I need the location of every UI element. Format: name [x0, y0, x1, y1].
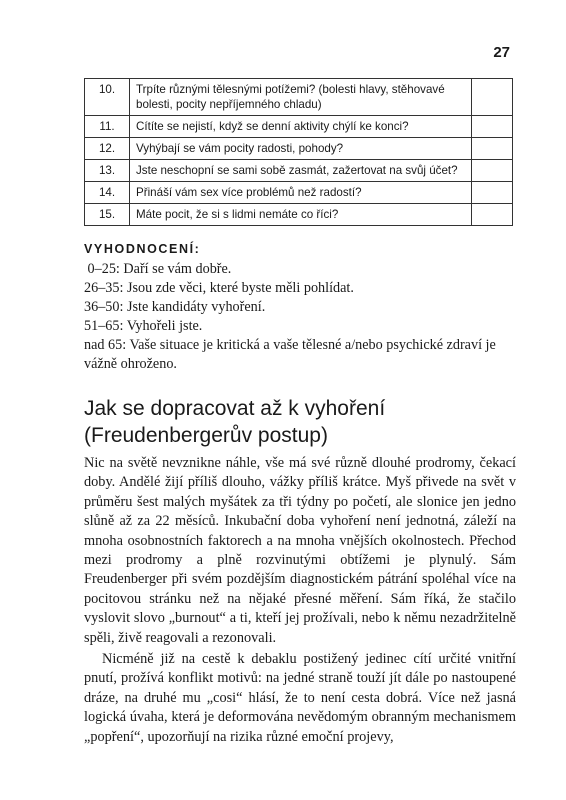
paragraph: Nicméně již na cestě k debaklu postižený jedinec cítí určité vnitřní pnutí, prožívá konflikt motivů: na jedné straně touží jít dále po nastoupené dráze, na druhé mu „cosi“ hlásí, že to není cesta dobrá. Více než jasná logická úvaha, která je deformována nevědomým obranným mechanismem „popření“, upozorňují na rizika různé emoční projevy,	[84, 651, 516, 745]
table-row	[85, 79, 513, 116]
question-number: 13.	[85, 160, 130, 182]
question-number: 10.	[85, 79, 130, 116]
question-number: 15.	[85, 204, 130, 226]
question-text: Jste neschopní se sami sobě zasmát, zažertovat na svůj účet?	[130, 160, 472, 182]
evaluation-section	[84, 240, 516, 374]
answer-cell	[472, 182, 513, 204]
answer-cell	[472, 138, 513, 160]
questionnaire-table	[84, 78, 513, 226]
question-number: 11.	[85, 116, 130, 138]
section-heading-line1: Jak se dopracovat až k vyhoření	[84, 397, 386, 420]
question-text: Máte pocit, že si s lidmi nemáte co říci?	[130, 204, 472, 226]
evaluation-row: 0–25: Daří se vám dobře.	[84, 261, 232, 277]
question-number: 12.	[85, 138, 130, 160]
table-row	[85, 204, 513, 226]
evaluation-row: 36–50: Jste kandidáty vyhoření.	[84, 299, 266, 315]
evaluation-row: 26–35: Jsou zde věci, které byste měli pohlídat.	[84, 280, 354, 296]
section-heading-line2: (Freudenbergerův postup)	[84, 424, 328, 447]
question-number: 14.	[85, 182, 130, 204]
answer-cell	[472, 116, 513, 138]
body-text	[84, 454, 516, 747]
evaluation-row: nad 65: Vaše situace je kritická a vaše tělesné a/nebo psychické zdraví je vážně ohroženo.	[84, 337, 496, 372]
question-text: Vyhýbají se vám pocity radosti, pohody?	[130, 138, 472, 160]
question-text: Cítíte se nejistí, když se denní aktivity chýlí ke konci?	[130, 116, 472, 138]
table-row	[85, 116, 513, 138]
table-row	[85, 160, 513, 182]
evaluation-title: VYHODNOCENÍ:	[84, 242, 201, 256]
answer-cell	[472, 160, 513, 182]
answer-cell	[472, 204, 513, 226]
table-row	[85, 182, 513, 204]
question-text: Trpíte různými tělesnými potížemi? (bolesti hlavy, stěhovavé bolesti, pocity nepříjemného chladu)	[130, 79, 472, 116]
paragraph: Nic na světě nevznikne náhle, vše má své různě dlouhé prodromy, čekací doby. Andělé žijí příliš dlouho, vážky příliš krátce. Myš přivede na svět v průměru šest malých myšátek za tři týdny po početí, ale slonice jen jedno slůně až za 22 měsíců. Inkubační doba vyhoření není jednotná, záleží na mnoha osobnostních faktorech a na mnoha vnějších okolnostech. Přechod mezi prodromy a plně rozvinutými obtížemi je plynulý. Sám Freudenberger při svém pozdějším diagnostickém pátrání spoléhal více na pocitovou stránku než na nějaké přesné měření. Sám říká, že stačilo vyslovit slovo „burnout“ a ti, kteří jej prožívali, nebo k němu nezadržitelně spěli, živě reagovali a rezonovali.	[84, 455, 516, 646]
question-text: Přináší vám sex více problémů než radostí?	[130, 182, 472, 204]
section-heading	[84, 395, 524, 449]
answer-cell	[472, 79, 513, 116]
table-row	[85, 138, 513, 160]
evaluation-row: 51–65: Vyhořeli jste.	[84, 318, 203, 334]
page-number: 27	[493, 44, 510, 61]
